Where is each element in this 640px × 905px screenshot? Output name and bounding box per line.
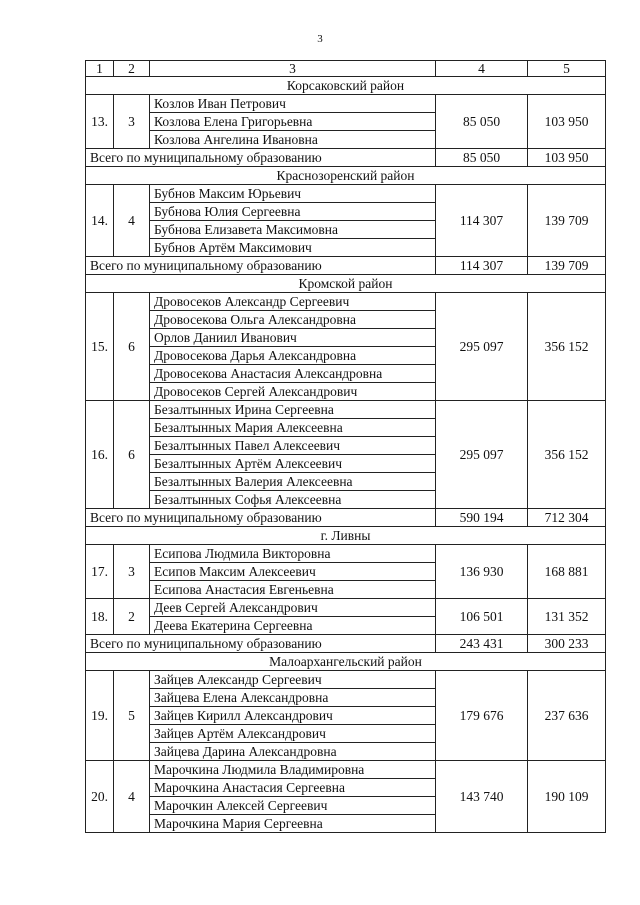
member-name: Бубнов Максим Юрьевич	[150, 185, 436, 203]
header-col-3: 3	[150, 61, 436, 77]
total-row	[86, 257, 606, 275]
member-name: Дровосекова Дарья Александровна	[150, 347, 436, 365]
entry-number: 18.	[86, 599, 114, 635]
member-name: Безалтынных Павел Алексеевич	[150, 437, 436, 455]
amount-col5: 131 352	[528, 599, 606, 635]
table-row	[86, 293, 606, 311]
entry-number: 13.	[86, 95, 114, 149]
entry-number: 19.	[86, 671, 114, 761]
amount-col4: 136 930	[436, 545, 528, 599]
header-row	[86, 61, 606, 77]
member-name: Безалтынных Артём Алексеевич	[150, 455, 436, 473]
district-name: Краснозоренский район	[86, 167, 606, 185]
family-size: 3	[114, 545, 150, 599]
member-name: Деева Екатерина Сергеевна	[150, 617, 436, 635]
amount-col4: 295 097	[436, 401, 528, 509]
table-row	[86, 761, 606, 779]
amount-col4: 114 307	[436, 185, 528, 257]
member-name: Бубнов Артём Максимович	[150, 239, 436, 257]
district-row	[86, 653, 606, 671]
family-size: 4	[114, 185, 150, 257]
member-name: Бубнова Елизавета Максимовна	[150, 221, 436, 239]
district-row	[86, 77, 606, 95]
amount-col5: 356 152	[528, 401, 606, 509]
member-name: Марочкина Анастасия Сергеевна	[150, 779, 436, 797]
family-size: 3	[114, 95, 150, 149]
member-name: Марочкина Людмила Владимировна	[150, 761, 436, 779]
page-number: 3	[317, 33, 323, 45]
total-row	[86, 509, 606, 527]
member-name: Безалтынных Софья Алексеевна	[150, 491, 436, 509]
district-name: г. Ливны	[86, 527, 606, 545]
district-name: Корсаковский район	[86, 77, 606, 95]
family-size: 4	[114, 761, 150, 833]
amount-col5: 356 152	[528, 293, 606, 401]
entry-number: 15.	[86, 293, 114, 401]
member-name: Марочкина Мария Сергеевна	[150, 815, 436, 833]
district-name: Малоархангельский район	[86, 653, 606, 671]
amount-col5: 139 709	[528, 185, 606, 257]
member-name: Есипова Людмила Викторовна	[150, 545, 436, 563]
families-table	[85, 60, 606, 833]
district-row	[86, 275, 606, 293]
header-col-1: 1	[86, 61, 114, 77]
member-name: Зайцева Елена Александровна	[150, 689, 436, 707]
member-name: Козлова Елена Григорьевна	[150, 113, 436, 131]
member-name: Дровосекова Ольга Александровна	[150, 311, 436, 329]
member-name: Козлова Ангелина Ивановна	[150, 131, 436, 149]
entry-number: 16.	[86, 401, 114, 509]
total-col4: 85 050	[436, 149, 528, 167]
header-col-5: 5	[528, 61, 606, 77]
family-size: 2	[114, 599, 150, 635]
entry-number: 14.	[86, 185, 114, 257]
district-row	[86, 527, 606, 545]
total-row	[86, 635, 606, 653]
total-label: Всего по муниципальному образованию	[86, 635, 436, 653]
amount-col4: 85 050	[436, 95, 528, 149]
amount-col5: 190 109	[528, 761, 606, 833]
member-name: Деев Сергей Александрович	[150, 599, 436, 617]
amount-col4: 179 676	[436, 671, 528, 761]
member-name: Зайцев Артём Александрович	[150, 725, 436, 743]
member-name: Козлов Иван Петрович	[150, 95, 436, 113]
total-label: Всего по муниципальному образованию	[86, 257, 436, 275]
member-name: Есипов Максим Алексеевич	[150, 563, 436, 581]
member-name: Марочкин Алексей Сергеевич	[150, 797, 436, 815]
member-name: Дровосеков Сергей Александрович	[150, 383, 436, 401]
amount-col4: 143 740	[436, 761, 528, 833]
table-row	[86, 671, 606, 689]
total-col5: 103 950	[528, 149, 606, 167]
header-col-4: 4	[436, 61, 528, 77]
family-size: 6	[114, 401, 150, 509]
entry-number: 20.	[86, 761, 114, 833]
entry-number: 17.	[86, 545, 114, 599]
table-row	[86, 185, 606, 203]
member-name: Есипова Анастасия Евгеньевна	[150, 581, 436, 599]
member-name: Безалтынных Мария Алексеевна	[150, 419, 436, 437]
member-name: Орлов Даниил Иванович	[150, 329, 436, 347]
member-name: Дровосекова Анастасия Александровна	[150, 365, 436, 383]
family-size: 5	[114, 671, 150, 761]
total-label: Всего по муниципальному образованию	[86, 149, 436, 167]
district-row	[86, 167, 606, 185]
district-name: Кромской район	[86, 275, 606, 293]
table-row	[86, 545, 606, 563]
table-row	[86, 401, 606, 419]
amount-col5: 237 636	[528, 671, 606, 761]
amount-col4: 106 501	[436, 599, 528, 635]
total-col5: 139 709	[528, 257, 606, 275]
member-name: Бубнова Юлия Сергеевна	[150, 203, 436, 221]
total-col4: 243 431	[436, 635, 528, 653]
total-col5: 300 233	[528, 635, 606, 653]
amount-col4: 295 097	[436, 293, 528, 401]
member-name: Безалтынных Ирина Сергеевна	[150, 401, 436, 419]
member-name: Зайцев Кирилл Александрович	[150, 707, 436, 725]
amount-col5: 168 881	[528, 545, 606, 599]
total-label: Всего по муниципальному образованию	[86, 509, 436, 527]
table-row	[86, 599, 606, 617]
member-name: Зайцева Дарина Александровна	[150, 743, 436, 761]
family-size: 6	[114, 293, 150, 401]
header-col-2: 2	[114, 61, 150, 77]
total-col4: 114 307	[436, 257, 528, 275]
total-col4: 590 194	[436, 509, 528, 527]
total-col5: 712 304	[528, 509, 606, 527]
member-name: Зайцев Александр Сергеевич	[150, 671, 436, 689]
total-row	[86, 149, 606, 167]
table-row	[86, 95, 606, 113]
member-name: Дровосеков Александр Сергеевич	[150, 293, 436, 311]
amount-col5: 103 950	[528, 95, 606, 149]
member-name: Безалтынных Валерия Алексеевна	[150, 473, 436, 491]
